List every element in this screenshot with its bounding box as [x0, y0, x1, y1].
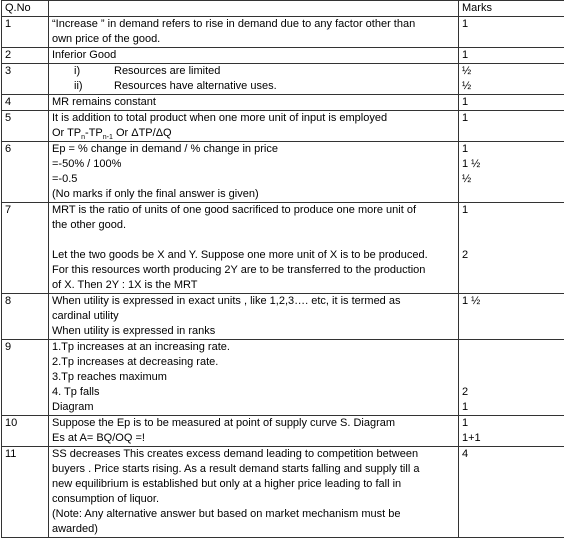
- answer-cell: [49, 142, 459, 203]
- marks-cell: [459, 294, 564, 340]
- table-row: [2, 64, 564, 95]
- answer-line: 3.Tp reaches maximum: [52, 371, 167, 383]
- table-header-row: [2, 1, 564, 17]
- table-body: [2, 17, 564, 538]
- mark-value: 1 ½: [462, 295, 481, 307]
- sub-point-text: Resources have alternative uses.: [114, 80, 277, 92]
- table-row: [2, 142, 564, 203]
- answer-line: =-0.5: [52, 173, 78, 185]
- marks-cell: [459, 95, 564, 111]
- answer-line: Es at A= BQ/OQ =!: [52, 432, 145, 444]
- table-row: [2, 48, 564, 64]
- answer-line: awarded): [52, 523, 98, 535]
- sub-point: [52, 79, 455, 94]
- table-row: [2, 447, 564, 538]
- mark-value: 1: [462, 49, 469, 61]
- answer-cell: [49, 64, 459, 95]
- answer-line: Inferior Good: [52, 49, 117, 61]
- question-number: 10: [2, 416, 49, 447]
- mark-value: [462, 492, 564, 507]
- marking-scheme-table: [1, 0, 564, 538]
- question-number: 5: [2, 111, 49, 142]
- blank-line: [52, 233, 455, 248]
- marks-cell: [459, 48, 564, 64]
- mark-value: [462, 126, 564, 141]
- answer-header: [49, 1, 459, 17]
- answer-line: 2.Tp increases at decreasing rate.: [52, 356, 219, 368]
- answer-cell: [49, 48, 459, 64]
- answer-cell: [49, 203, 459, 294]
- table-row: [2, 111, 564, 142]
- answer-line: MRT is the ratio of units of one good sacrificed to produce one more unit of: [52, 204, 417, 216]
- answer-cell: [49, 95, 459, 111]
- answer-cell: [49, 294, 459, 340]
- answer-line: For this resources worth producing 2Y are to be transferred to the production: [52, 264, 426, 276]
- marks-cell: [459, 203, 564, 294]
- table-row: [2, 416, 564, 447]
- question-number: 8: [2, 294, 49, 340]
- question-number: 3: [2, 64, 49, 95]
- answer-cell: [49, 447, 459, 538]
- formula-part: Or ΔTP/ΔQ: [112, 127, 172, 139]
- mark-value: 1 ½: [462, 158, 481, 170]
- sub-point-number: i): [74, 65, 81, 77]
- mark-value: [462, 370, 564, 385]
- answer-cell: [49, 340, 459, 416]
- marks-cell: [459, 111, 564, 142]
- answer-line: “Increase ” in demand refers to rise in demand due to any factor other than: [52, 18, 416, 30]
- answer-line: Suppose the Ep is to be measured at point of supply curve S. Diagram: [52, 417, 396, 429]
- table-row: [2, 17, 564, 48]
- sub-point: [52, 64, 455, 79]
- answer-line: 4. Tp falls: [52, 386, 100, 398]
- mark-value: [462, 462, 564, 477]
- answer-cell: [49, 111, 459, 142]
- marks-cell: [459, 142, 564, 203]
- answer-line: of X. Then 2Y : 1X is the MRT: [52, 279, 198, 291]
- answer-line: the other good.: [52, 219, 127, 231]
- formula-subscript: n: [81, 134, 86, 142]
- table-row: [2, 203, 564, 294]
- mark-value: 2: [462, 249, 469, 261]
- mark-value: 1: [462, 401, 469, 413]
- answer-line: It is addition to total product when one more unit of input is employed: [52, 112, 388, 124]
- answer-cell: [49, 416, 459, 447]
- qno-header: Q.No: [2, 1, 49, 17]
- mark-value: [462, 507, 564, 522]
- mark-value: [462, 218, 564, 233]
- mark-value: [462, 263, 564, 278]
- sub-point-text: Resources are limited: [114, 65, 221, 77]
- answer-cell: [49, 17, 459, 48]
- answer-line: 1.Tp increases at an increasing rate.: [52, 341, 230, 353]
- mark-value: 1: [462, 204, 469, 216]
- mark-value: [462, 309, 564, 324]
- answer-line: consumption of liquor.: [52, 493, 160, 505]
- answer-line: Diagram: [52, 401, 94, 413]
- answer-line: MR remains constant: [52, 96, 156, 108]
- question-number: 4: [2, 95, 49, 111]
- table-row: [2, 294, 564, 340]
- question-number: 11: [2, 447, 49, 538]
- question-number: 9: [2, 340, 49, 416]
- mark-value: 1: [462, 96, 469, 108]
- marks-cell: [459, 447, 564, 538]
- formula-line: [52, 126, 455, 141]
- answer-line: When utility is expressed in ranks: [52, 325, 216, 337]
- mark-value: ½: [462, 65, 472, 77]
- answer-line: buyers . Price starts rising. As a result demand starts falling and supply till a: [52, 463, 420, 475]
- mark-value: [462, 187, 564, 202]
- formula-part: Or TP: [52, 127, 82, 139]
- marks-cell: [459, 340, 564, 416]
- mark-value: 1: [462, 112, 469, 124]
- mark-value: 1: [462, 143, 469, 155]
- formula-part: -TP: [85, 127, 103, 139]
- marks-header: Marks: [459, 1, 564, 17]
- answer-line: =-50% / 100%: [52, 158, 122, 170]
- mark-value: 2: [462, 386, 469, 398]
- mark-value: [462, 522, 564, 537]
- answer-line: Ep = % change in demand / % change in price: [52, 143, 278, 155]
- mark-value: 4: [462, 448, 469, 460]
- answer-line: new equilibrium is established but only at a higher price leading to fall in: [52, 478, 402, 490]
- answer-line: SS decreases This creates excess demand leading to competition between: [52, 448, 419, 460]
- question-number: 1: [2, 17, 49, 48]
- answer-line: (No marks if only the final answer is given): [52, 188, 259, 200]
- mark-value: [462, 278, 564, 293]
- mark-value: 1+1: [462, 432, 481, 444]
- mark-value: [462, 233, 564, 248]
- answer-line: own price of the good.: [52, 33, 161, 45]
- marks-cell: [459, 416, 564, 447]
- answer-line: cardinal utility: [52, 310, 119, 322]
- answer-line: When utility is expressed in exact units , like 1,2,3…. etc, it is termed as: [52, 295, 401, 307]
- formula-subscript: n-1: [102, 134, 113, 142]
- marks-cell: [459, 64, 564, 95]
- table-row: [2, 95, 564, 111]
- question-number: 2: [2, 48, 49, 64]
- answer-line: (Note: Any alternative answer but based on market mechanism must be: [52, 508, 401, 520]
- question-number: 7: [2, 203, 49, 294]
- marking-scheme-document: [1, 0, 563, 538]
- mark-value: [462, 324, 564, 339]
- marks-cell: [459, 17, 564, 48]
- answer-line: Let the two goods be X and Y. Suppose one more unit of X is to be produced.: [52, 249, 428, 261]
- mark-value: [462, 355, 564, 370]
- mark-value: 1: [462, 417, 469, 429]
- mark-value: [462, 32, 564, 47]
- sub-point-number: ii): [74, 80, 83, 92]
- mark-value: [462, 477, 564, 492]
- mark-value: ½: [462, 80, 472, 92]
- table-row: [2, 340, 564, 416]
- mark-value: ½: [462, 173, 472, 185]
- mark-value: [462, 340, 564, 355]
- mark-value: 1: [462, 18, 469, 30]
- question-number: 6: [2, 142, 49, 203]
